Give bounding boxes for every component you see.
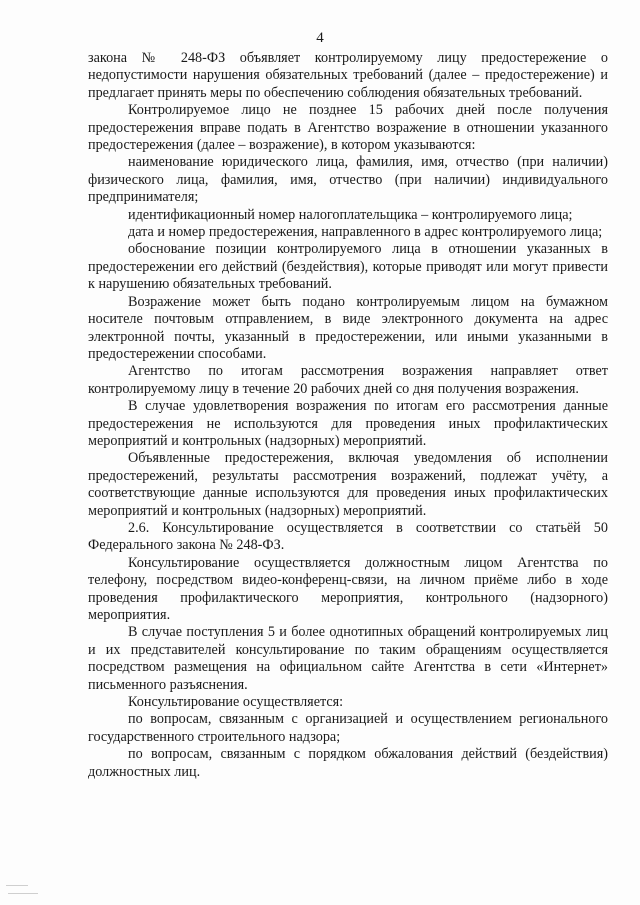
paragraph: закона № 248-ФЗ объявляет контролируемому лицу предостережение о недопустимости нарушения обязательных требований (далее – предостережение) и предлагает принять меры по обеспечению соблюдения обязательных требований. [88,50,608,101]
paragraph: по вопросам, связанным с порядком обжалования действий (бездействия) должностных лиц. [88,746,608,780]
paragraph: Консультирование осуществляется должностным лицом Агентства по телефону, посредством видео-конференц-связи, на личном приёме либо в ходе проведения профилактического мероприятия, контрольного (надзорного) мероприятия. [88,554,608,623]
paragraph: Консультирование осуществляется: [128,694,344,711]
paragraph: Возражение может быть подано контролируемым лицом на бумажном носителе почтовым отправлением, в виде электронного документа на адрес электронной почты, указанный в предостережении, или иными указанными в предостережении способами. [88,293,608,362]
paragraph: дата и номер предостережения, направленного в адрес контролируемого лица; [128,224,603,241]
scan-margin-line [6,885,28,886]
paragraph: обоснование позиции контролируемого лица в отношении указанных в предостережении его действий (бездействия), которые приводят или могут привести к нарушению обязательных требований. [88,241,608,293]
paragraph: В случае удовлетворения возражения по итогам его рассмотрения данные предостережения не используются для проведения иных профилактических мероприятий и контрольных (надзорных) мероприятий. [88,398,608,449]
paragraph: по вопросам, связанным с организацией и осуществлением регионального государственного строительного надзора; [88,711,608,745]
paragraph: Объявленные предостережения, включая уведомления об исполнении предостережений, результаты рассмотрения возражений, подлежат учёту, а соответствующие данные используются для проведения иных профилактических мероприятий и контрольных (надзорных) мероприятий. [88,450,608,519]
document-body [88,50,608,781]
paragraph: 2.6. Консультирование осуществляется в соответствии со статьёй 50 Федерального закона № 248-ФЗ. [88,519,608,554]
paragraph: Контролируемое лицо не позднее 15 рабочих дней после получения предостережения вправе подать в Агентство возражение в отношении указанного предостережения (далее – возражение), в котором указываются: [88,102,608,154]
page-number: 4 [316,30,324,46]
paragraph: Агентство по итогам рассмотрения возражения направляет ответ контролируемому лицу в течение 20 рабочих дней со дня получения возражения. [88,363,608,397]
scan-margin-line [8,893,38,894]
paragraph: идентификационный номер налогоплательщика – контролируемого лица; [128,206,573,223]
paragraph: В случае поступления 5 и более однотипных обращений контролируемых лиц и их представителей консультирование по таким обращениям осуществляется посредством размещения на официальном сайте Агентства в сети «Интернет» письменного разъяснения. [88,624,608,693]
paragraph: наименование юридического лица, фамилия, имя, отчество (при наличии) физического лица, фамилия, имя, отчество (при наличии) индивидуального предпринимателя; [88,154,608,206]
